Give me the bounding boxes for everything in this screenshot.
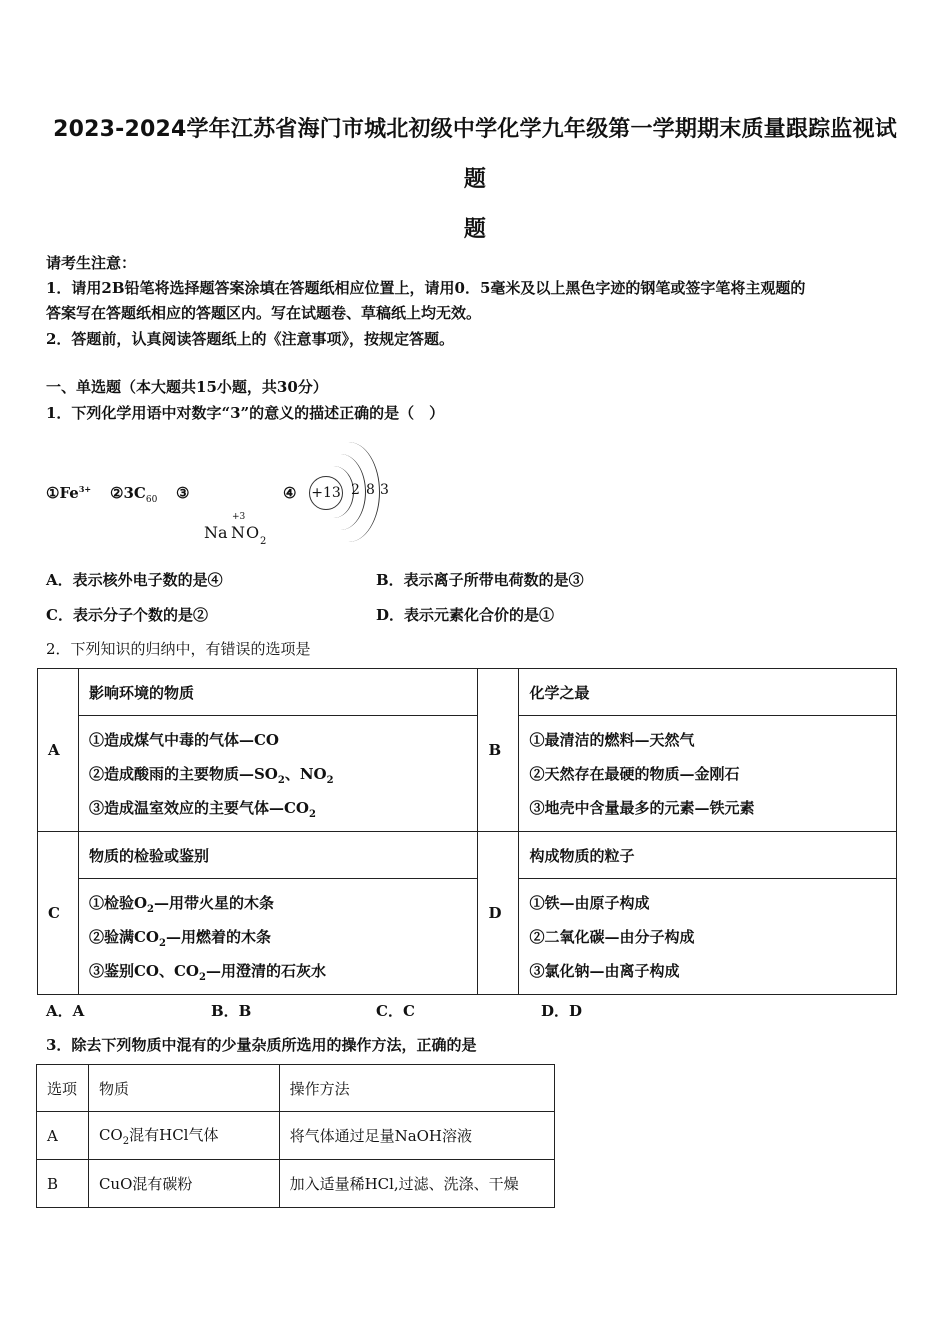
q1-s3-valence: +3: [232, 512, 246, 522]
notice-item-1: 1．请用2B铅笔将选择题答案涂填在答题纸相应位置上，请用0．5毫米及以上黑色字迹的钢笔或签字笔将主观题的: [46, 279, 806, 297]
q1-s2-num: ②: [110, 484, 124, 502]
q1-s2-coef: 3C: [123, 484, 146, 502]
shell-2-electrons: 8: [366, 482, 375, 498]
q3-stem: 3．除去下列物质中混有的少量杂质所选用的操作方法，正确的是: [46, 1036, 477, 1054]
q1-s3-na: Na: [204, 523, 228, 542]
q3-header-method: 操作方法: [279, 1065, 554, 1112]
q1-option-a: A．表示核外电子数的是④: [46, 571, 223, 589]
page-title: 2023-2024学年江苏省海门市城北初级中学化学九年级第一学期期末质量跟踪监视试: [53, 117, 897, 142]
q2-b-content: [519, 716, 897, 832]
q2-a-head: 影响环境的物质: [78, 669, 478, 716]
q2-option-b: B．B: [211, 1002, 252, 1020]
q2-d-line-3: ③氯化钠—由离子构成: [529, 961, 680, 980]
q1-s1-charge: 3+: [78, 484, 92, 494]
q2-b-line-3: ③地壳中含量最多的元素—铁元素: [529, 798, 755, 817]
q3-header-option: 选项: [37, 1065, 89, 1112]
notice-item-1-cont: 答案写在答题纸相应的答题区内。写在试题卷、草稿纸上均无效。: [46, 304, 482, 322]
q2-c-line-1: ①检验$O_2—$用带火星的木条: [88, 893, 275, 915]
q3-row-a-substance: $CO_2$混有HCl气体: [88, 1112, 279, 1160]
q2-label-d: D: [478, 832, 519, 995]
q2-b-head: 化学之最: [519, 669, 897, 716]
q2-a-line-3: ③造成温室效应的主要气体$—CO_2$: [88, 798, 316, 820]
q2-table: [37, 668, 897, 995]
q2-c-line-2: ②验满$CO_2—$用燃着的木条: [88, 927, 271, 949]
q2-label-b: B: [478, 669, 519, 832]
q1-s3-n: N: [231, 523, 245, 542]
q2-a-line-2: ②造成酸雨的主要物质$—SO_2$、$NO_2$: [88, 764, 334, 786]
q3-header-substance: 物质: [88, 1065, 279, 1112]
q1-symbol-1: [46, 484, 91, 502]
atom-structure-diagram: [303, 434, 403, 552]
nucleus: +13: [309, 476, 343, 510]
notice-heading: 请考生注意：: [46, 254, 137, 272]
shell-1-electrons: 2: [351, 482, 360, 498]
q2-label-a: A: [38, 669, 79, 832]
q2-c-content: [78, 879, 478, 995]
q2-d-line-2: ②二氧化碳—由分子构成: [529, 927, 695, 946]
q1-option-b: B．表示离子所带电荷数的是③: [376, 571, 584, 589]
q1-s2-sub: 60: [145, 495, 158, 505]
q2-d-head: 构成物质的粒子: [519, 832, 897, 879]
page-title-line2: 题: [463, 167, 487, 192]
page-title-line3: 题: [463, 217, 487, 242]
q3-row-a-method: 将气体通过足量NaOH溶液: [279, 1112, 554, 1160]
q2-b-line-2: ②天然存在最硬的物质—金刚石: [529, 764, 740, 783]
q1-option-d: D．表示元素化合价的是①: [376, 606, 555, 624]
q3-row-b-substance: CuO混有碳粉: [88, 1160, 279, 1208]
q1-stem: 1．下列化学用语中对数字“3”的意义的描述正确的是（ ）: [46, 404, 445, 422]
q1-symbol-2: [110, 484, 157, 505]
q2-a-content: [78, 716, 478, 832]
q2-d-line-1: ①铁—由原子构成: [529, 893, 650, 912]
shell-3-electrons: 3: [380, 482, 389, 498]
q2-a-line-1: ①造成煤气中毒的气体—CO: [88, 730, 279, 749]
q2-c-line-3: ③鉴别CO、$CO_2—$用澄清的石灰水: [88, 961, 326, 983]
q1-s3-o: O: [246, 523, 260, 542]
q1-s3-sub: 2: [260, 536, 267, 547]
q2-label-c: C: [38, 832, 79, 995]
q2-b-line-1: ①最清洁的燃料—天然气: [529, 730, 695, 749]
q2-option-a: A．A: [46, 1002, 85, 1020]
q3-row-b-method: 加入适量稀HCl,过滤、洗涤、干燥: [279, 1160, 554, 1208]
q2-option-c: C．C: [376, 1002, 415, 1020]
q2-option-d: D．D: [541, 1002, 583, 1020]
q1-s1-element: Fe: [59, 484, 79, 502]
q3-table: [36, 1064, 555, 1208]
q3-row-a-option: A: [37, 1112, 89, 1160]
q3-row-b-option: B: [37, 1160, 89, 1208]
q1-s3-num: ③: [176, 484, 190, 502]
notice-item-2: 2．答题前，认真阅读答题纸上的《注意事项》，按规定答题。: [46, 330, 454, 348]
q1-s4-num: ④: [283, 484, 297, 502]
q2-c-head: 物质的检验或鉴别: [78, 832, 478, 879]
q1-symbol-3: [204, 512, 284, 548]
q2-stem: 2．下列知识的归纳中，有错误的选项是: [46, 640, 311, 658]
q1-s1-num: ①: [46, 484, 60, 502]
q1-option-c: C．表示分子个数的是②: [46, 606, 208, 624]
q2-d-content: [519, 879, 897, 995]
section-heading: 一、单选题（本大题共15小题，共30分）: [46, 378, 328, 396]
